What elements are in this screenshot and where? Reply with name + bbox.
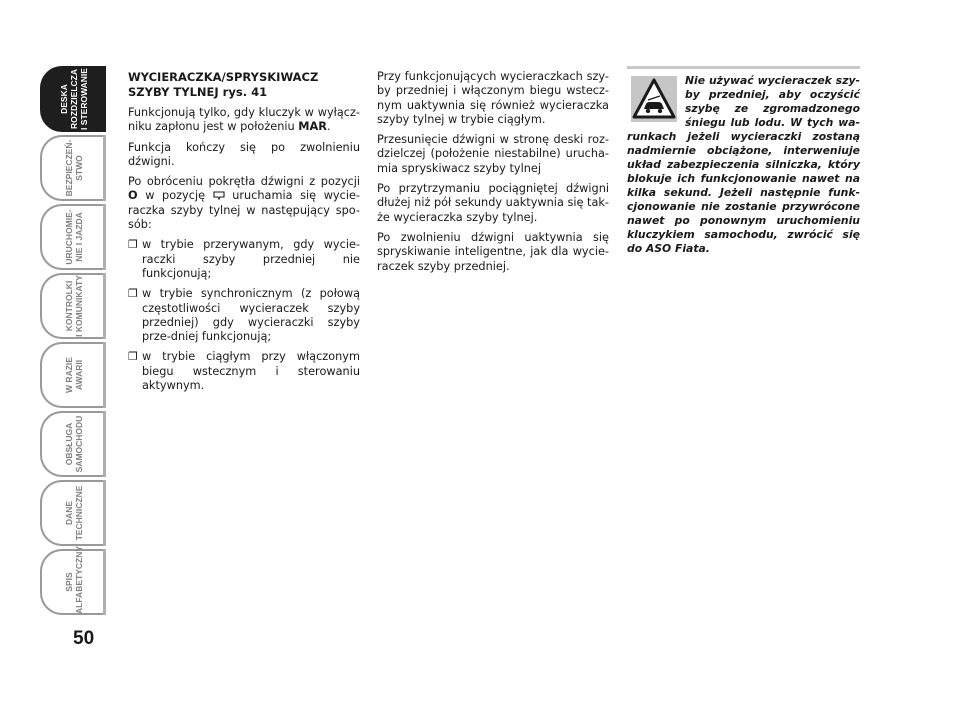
list-item: [128, 350, 360, 393]
tab-divider: [103, 204, 106, 270]
tab-divider: [103, 480, 106, 546]
paragraph: Po zwolnieniu dźwigni uaktywnia się spryskiwanie inteligentne, jak dla wycie-raczek szyby przedniej.: [377, 230, 609, 273]
tab-obsluga[interactable]: [40, 411, 106, 477]
list-item-text: w trybie przerywanym, gdy wycie-raczki szyby przedniej nie funkcjonują;: [142, 238, 360, 280]
list-item-text: w trybie ciągłym przy włączonym biegu wstecznym i sterowaniu aktywnym.: [142, 350, 360, 393]
rear-wiper-icon: [213, 190, 225, 200]
key-position-mar: MAR: [298, 120, 327, 134]
tab-label: KONTROLKI I KOMUNIKATY: [64, 275, 84, 337]
paragraph: [128, 106, 360, 135]
page-number: 50: [73, 628, 95, 649]
text-run: uruchamia się wycie-raczka szyby tylnej w następujący spo-sób:: [128, 189, 360, 232]
warning-note: [627, 70, 860, 256]
tab-bezpieczenstwo[interactable]: [40, 135, 106, 201]
paragraph: Przesunięcie dźwigni w stronę deski roz-dzielczej (położenie niestabilne) urucha-mia spryskiwacz szyby tylnej: [377, 133, 609, 175]
tab-uruchomienie[interactable]: [40, 204, 106, 270]
tab-label: W RAZIE AWARII: [64, 357, 84, 393]
checkbox-bullet-icon: ❐: [128, 287, 138, 301]
warning-divider: [627, 66, 860, 69]
tab-label: DESKA ROZDZIELCZA I STEROWANIE: [59, 68, 89, 130]
tab-label: OBSŁUGA SAMOCHODU: [64, 415, 84, 473]
list-item: [128, 287, 360, 344]
list-item-text: w trybie synchronicznym (z połową częstotliwości wycieraczek szyby przedniej) gdy wycieraczki szyby prze-dniej funkcjonują;: [142, 287, 360, 344]
section-heading: WYCIERACZKA/SPRYSKIWACZ SZYBY TYLNEJ rys. 41: [128, 70, 319, 99]
tab-awarie[interactable]: [40, 342, 106, 408]
tab-divider: [103, 342, 106, 408]
tab-label: DANE TECHNICZNE: [64, 485, 84, 541]
tab-label: URUCHOMIE- NIE I JAZDA: [64, 209, 84, 265]
tab-dane-techniczne[interactable]: [40, 480, 106, 546]
tab-divider: [103, 411, 106, 477]
paragraph: Przy funkcjonujących wycieraczkach szy-by przedniej i włączonym biegu wstecz-nym uaktywnia się również wycieraczka szyby tylnej w trybie ciągłym.: [377, 70, 609, 126]
text-column-2: [377, 70, 609, 280]
list-item: [128, 238, 360, 281]
checkbox-bullet-icon: ❐: [128, 238, 138, 252]
warning-text: Nie używać wycieraczek szy-by przedniej, aby oczyścić szybę ze zgromadzonego śniegu lub lodu. W tych wa-runkach jeżeli wycieraczki zostaną nadmiernie obciążone, interweniuje układ zabezpieczenia silniczka, który blokuje ich funkcjonowanie nawet na kilka sekund. Jeżeli następnie funk-cjonowanie nie zostanie przywrócone nawet po ponownym uruchomieniu kluczykiem samochodu, zwrócić się do ASO Fiata.: [627, 74, 860, 255]
paragraph: Po przytrzymaniu pociągniętej dźwigni dłużej niż pół sekundy uaktywnia się tak-że wycieraczka szyby tylnej.: [377, 182, 609, 224]
tab-label: BEZPIECZEŃ- STWO: [64, 139, 84, 197]
text-run: .: [326, 120, 331, 134]
tab-spis-alfabetyczny[interactable]: [40, 546, 106, 615]
car-warning-icon: [631, 76, 677, 122]
tab-divider: [103, 273, 106, 339]
text-column-1: [128, 70, 360, 399]
tab-deska-rozdzielcza[interactable]: [40, 66, 106, 132]
paragraph: Funkcja kończy się po zwolnieniu dźwigni.: [128, 140, 360, 168]
tab-kontrolki[interactable]: [40, 273, 106, 339]
tab-divider: [103, 549, 106, 615]
tab-label: SPIS ALFABETYCZNY: [64, 546, 84, 614]
key-position-o: O: [128, 189, 138, 203]
chapter-tabs: [40, 66, 106, 618]
checkbox-bullet-icon: ❐: [128, 350, 138, 364]
text-run: Funkcjonują tylko, gdy kluczyk w wyłącz-niku zapłonu jest w położeniu: [128, 106, 360, 134]
tab-divider: [103, 135, 106, 201]
text-run: Po obróceniu pokrętła dźwigni z pozycji: [128, 175, 360, 189]
text-run: w pozycję: [137, 189, 213, 203]
paragraph: [128, 175, 360, 232]
